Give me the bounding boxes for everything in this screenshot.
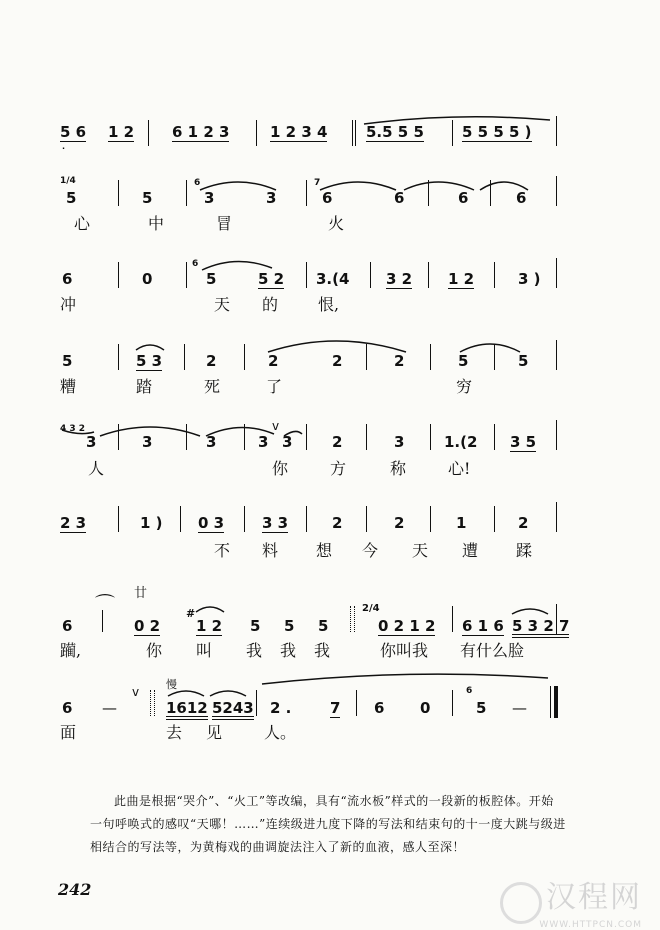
note-group: 3 5 (510, 433, 537, 451)
lyric: 死 (204, 377, 221, 396)
lyric: 中 (148, 214, 165, 233)
note: 6 (62, 617, 73, 635)
note: 3 (258, 433, 269, 451)
note-group: 5.5 5 5 (366, 123, 424, 141)
bar-line (154, 690, 155, 716)
note: 2 (394, 514, 405, 532)
note-group: 1 2 (108, 123, 135, 141)
bar-line (494, 424, 495, 450)
bar-line (428, 262, 429, 288)
note-group: 0 2 1 2 (378, 617, 436, 635)
bar-line (452, 690, 453, 716)
lyric: 称 (390, 459, 407, 478)
low-octave-dot: · (62, 144, 66, 153)
note: 3 ) (518, 270, 541, 288)
note: 3 (206, 433, 217, 451)
note-group: 5 3 (136, 352, 163, 370)
time-signature: 1/4 (60, 176, 76, 186)
bar-line (556, 502, 557, 532)
bar-line (180, 506, 181, 532)
bar-line (430, 506, 431, 532)
note-group: 1612 (166, 700, 208, 720)
bar-line (118, 506, 119, 532)
bar-line (306, 262, 307, 288)
note: 6 (62, 270, 73, 288)
note-group: 2 3 (60, 514, 87, 532)
lyric: 你 (272, 459, 289, 478)
note: 3.(4 (316, 270, 350, 288)
bar-line (494, 344, 495, 370)
note: 2 (332, 433, 343, 451)
lyric: 踏 (136, 377, 153, 396)
lyric: 今 (362, 541, 379, 560)
bar-line (306, 506, 307, 532)
watermark-url: WWW.HTTPCN.COM (539, 919, 642, 930)
bar-line (352, 120, 353, 146)
note: 2 (332, 352, 343, 370)
note-group: 6 1 6 (462, 617, 504, 635)
lyric: 面 (60, 723, 77, 742)
note: 3 (394, 433, 405, 451)
note: 5 (62, 352, 73, 370)
bar-line (186, 262, 187, 288)
note: 3 (86, 433, 97, 451)
performance-mark: 廿 (134, 586, 148, 601)
lyric: 冒 (216, 214, 233, 233)
note: 2 . (270, 699, 292, 717)
bar-line (428, 180, 429, 206)
note: 5 (284, 617, 295, 635)
bar-line (356, 690, 357, 716)
grace-note: 6 (192, 259, 199, 269)
final-bar-line (550, 686, 551, 718)
note: 5 (458, 352, 469, 370)
bar-line (430, 424, 431, 450)
note: 6 (374, 699, 385, 717)
note: 1.(2 (444, 433, 478, 451)
bar-line (556, 176, 557, 206)
lyric: 恨, (318, 295, 340, 314)
time-signature: 2/4 (362, 603, 380, 614)
page-number: 242 (58, 880, 92, 899)
lyric: 想 (316, 541, 333, 560)
note: 3 (204, 189, 215, 207)
bar-line (148, 120, 149, 146)
bar-line (490, 180, 491, 206)
note: 6 (516, 189, 527, 207)
bar-line (118, 344, 119, 370)
bar-line (102, 610, 103, 632)
lyric: 了 (266, 377, 283, 396)
bar-line (354, 606, 355, 632)
lyric: 不 (214, 541, 231, 560)
bar-line (452, 606, 453, 632)
slur (266, 334, 408, 354)
grace-note: 7 (314, 178, 321, 188)
note-group: 1 2 (448, 270, 475, 288)
bar-line (306, 180, 307, 206)
note: 2 (206, 352, 217, 370)
bar-line (494, 506, 495, 532)
lyric: 人 (88, 459, 105, 478)
note: 3 (266, 189, 277, 207)
note: 5 (206, 270, 217, 288)
bar-line (366, 344, 367, 370)
dash: — (512, 699, 527, 717)
note: 1 (456, 514, 467, 532)
bar-line (186, 180, 187, 206)
dash: — (102, 699, 117, 717)
lyric: 你叫我 (380, 641, 429, 660)
bar-line (366, 506, 367, 532)
bar-line (150, 690, 151, 716)
bar-line (370, 262, 371, 288)
bar-line (244, 344, 245, 370)
slur (166, 686, 250, 698)
watermark-name: 汉程网 (546, 880, 642, 915)
note: 2 (394, 352, 405, 370)
breath-mark: v (132, 685, 140, 699)
note-group: 3 3 (262, 514, 289, 532)
watermark-logo-icon (500, 882, 542, 924)
bar-line (556, 340, 557, 370)
lyric: 遭 (462, 541, 479, 560)
lyric: 我 (314, 641, 331, 660)
lyric: 心 (74, 214, 91, 233)
note: 5 (66, 189, 77, 207)
note-group: 5 3 2 7 (512, 618, 569, 638)
lyric: 料 (262, 541, 279, 560)
bar-line (556, 420, 557, 450)
slur (510, 604, 550, 616)
tempo-mark: 慢 (166, 678, 177, 691)
note: 5 (518, 352, 529, 370)
bar-line (244, 506, 245, 532)
bar-line (186, 424, 187, 450)
lyric: 去 (166, 723, 183, 742)
bar-line (556, 604, 557, 634)
watermark (500, 872, 642, 930)
note: 2 (332, 514, 343, 532)
lyric: 你 (146, 641, 163, 660)
bar-line (256, 690, 257, 716)
breath-mark: v (272, 419, 280, 433)
bar-line (350, 606, 351, 632)
bar-line (118, 180, 119, 206)
note-group: 0 2 (134, 617, 161, 635)
bar-line (118, 424, 119, 450)
note: 6 (394, 189, 405, 207)
note: 7 (330, 699, 341, 717)
note: 2 (268, 352, 279, 370)
note-group: 0 3 (198, 514, 225, 532)
bar-line (366, 424, 367, 450)
bar-line (306, 424, 307, 450)
lyric: 火 (328, 214, 345, 233)
bar-line (256, 120, 257, 146)
bar-line (430, 344, 431, 370)
note-group: 5 6 (60, 123, 87, 141)
note: 3 (142, 433, 153, 451)
bar-line (184, 344, 185, 370)
lyric: 我 (246, 641, 263, 660)
grace-notes: 4 3 2 (60, 424, 86, 434)
slur (194, 602, 226, 614)
lyric: 方 (330, 459, 347, 478)
lyric: 心! (448, 459, 471, 478)
note-group: 5 2 (258, 270, 285, 288)
slur (134, 340, 166, 352)
bar-line (556, 116, 557, 146)
lyric: 躏, (60, 641, 82, 660)
note: 6 (322, 189, 333, 207)
lyric: 我 (280, 641, 297, 660)
bar-line (118, 262, 119, 288)
grace-note: 6 (466, 686, 473, 696)
bar-line (494, 262, 495, 288)
final-bar-line-thick (554, 686, 558, 718)
lyric: 见 (206, 723, 223, 742)
slur (318, 174, 530, 192)
bar-line (355, 120, 356, 146)
lyric: 糟 (60, 377, 77, 396)
note: 5 (142, 189, 153, 207)
note: 6 (62, 699, 73, 717)
note: 2 (518, 514, 529, 532)
note: 6 (458, 189, 469, 207)
note-group: 6 1 2 3 (172, 123, 230, 141)
note-group: 5243 (212, 700, 254, 720)
note: 0 (420, 699, 431, 717)
lyric: 天 (412, 541, 429, 560)
note: 5 (250, 617, 261, 635)
lyric: 的 (262, 295, 279, 314)
sharp-sign: # (186, 607, 196, 620)
note: 3 (282, 433, 293, 451)
note-group: 5 5 5 5 ) (462, 123, 532, 141)
note-group: 3 2 (386, 270, 413, 288)
lyric: 冲 (60, 295, 77, 314)
grace-note: 6 (194, 178, 201, 188)
lyric: 穷 (456, 377, 473, 396)
commentary-paragraph: 此曲是根据“哭介”、“火工”等改编，具有“流水板”样式的一段新的板腔体。开始一句呼唤式的感叹“天哪！……”连续级进九度下降的写法和结束句的十一度大跳与级进相结合的写法等，为黄梅戏的曲调旋法注入了新的血液，感人至深！ (90, 794, 566, 854)
lyric: 有什么脸 (460, 641, 525, 660)
note: 5 (476, 699, 487, 717)
note: 0 (142, 270, 153, 288)
lyric: 蹂 (516, 541, 533, 560)
bar-line (244, 424, 245, 450)
slur (260, 672, 550, 686)
note: 5 (318, 617, 329, 635)
note-group: 1 2 3 4 (270, 123, 328, 141)
lyric: 人。 (264, 723, 297, 742)
note: 1 ) (140, 514, 163, 532)
bar-line (452, 120, 453, 146)
bar-line (556, 258, 557, 288)
lyric: 叫 (196, 641, 213, 660)
fermata: ⌒ (95, 592, 115, 616)
lyric: 天 (214, 295, 231, 314)
note-group: 1 2 (196, 617, 223, 635)
